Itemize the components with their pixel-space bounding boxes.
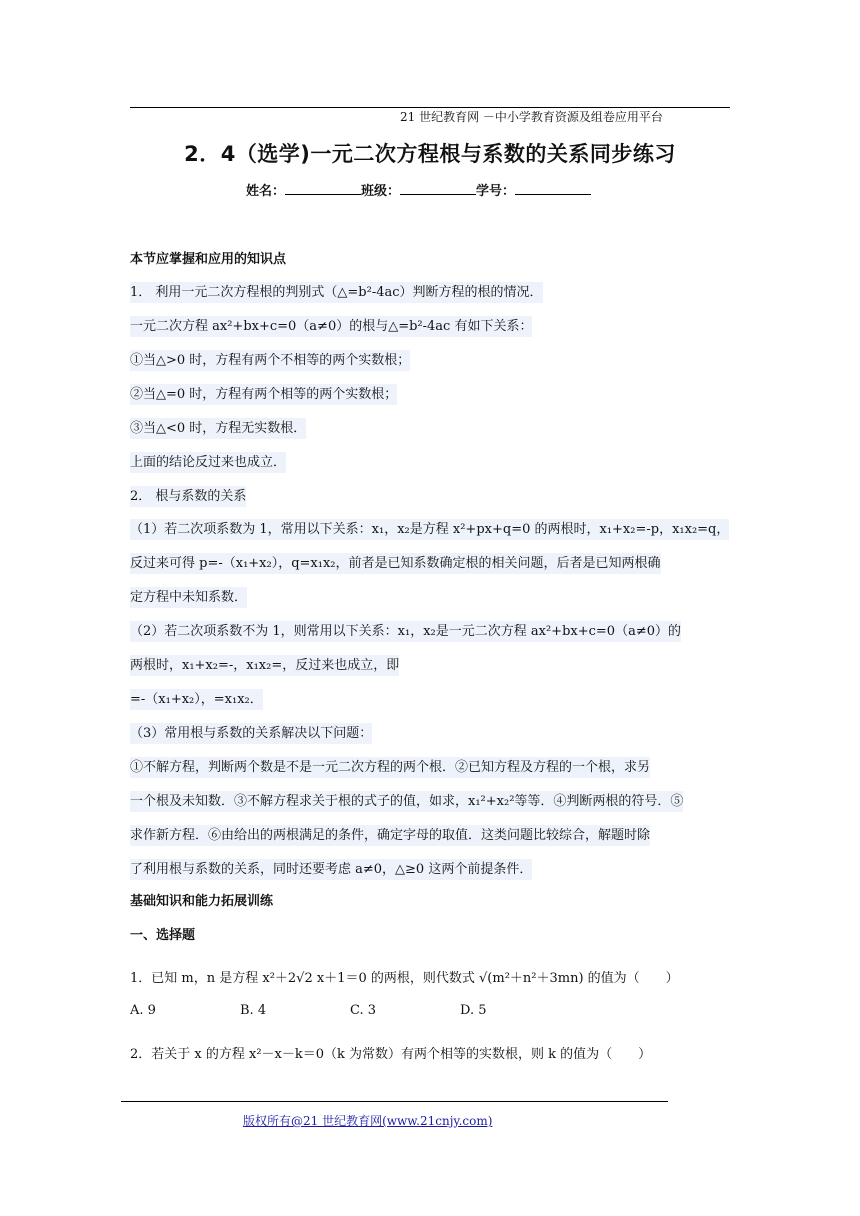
id-blank[interactable]	[515, 182, 591, 195]
knowledge-p2-line7: （3）常用根与系数的关系解决以下问题：	[130, 722, 372, 741]
header-site-text: 21 世纪教育网 －中小学教育资源及组卷应用平台	[400, 110, 663, 124]
name-blank[interactable]	[285, 182, 361, 195]
option-a[interactable]: A. 9	[130, 1003, 156, 1018]
knowledge-p2-line10: 求作新方程．⑥由给出的两根满足的条件，确定字母的取值．这类问题比较综合，解题时除	[130, 824, 650, 843]
knowledge-p2-line3: 定方程中未知系数．	[130, 586, 247, 605]
knowledge-p2-line8: ①不解方程，判断两个数是不是一元二次方程的两个根．②已知方程及方程的一个根，求另	[130, 756, 650, 775]
knowledge-heading: 本节应掌握和应用的知识点	[130, 252, 287, 267]
knowledge-p2-title: 2． 根与系数的关系	[130, 485, 246, 504]
option-d[interactable]: D. 5	[460, 1003, 487, 1018]
option-b[interactable]: B. 4	[240, 1003, 267, 1018]
class-blank[interactable]	[400, 182, 476, 195]
question-1-options	[130, 1003, 570, 1018]
knowledge-p2-line11: 了利用根与系数的关系，同时还要考虑 a≠0，△≥0 这两个前提条件．	[130, 858, 532, 877]
knowledge-p2-line6: =-（x₁+x₂），=x₁x₂．	[130, 688, 263, 707]
knowledge-p2-line2: 反过来可得 p=-（x₁+x₂），q=x₁x₂，前者是已知系数确定根的相关问题，后者是已知两根确	[130, 552, 661, 571]
knowledge-p1-converse: 上面的结论反过来也成立．	[130, 451, 286, 470]
question-2: 2．若关于 x 的方程 x²－x－k＝0（k 为常数）有两个相等的实数根，则 k 的值为（ ）	[130, 1047, 652, 1062]
knowledge-p1-case2: ②当△=0 时，方程有两个相等的两个实数根；	[130, 383, 397, 402]
id-label: 学号：	[476, 184, 516, 199]
student-info-row	[246, 180, 591, 199]
section-multiple-choice: 一、选择题	[130, 928, 196, 943]
question-1: 1．已知 m，n 是方程 x²＋2√2 x＋1＝0 的两根，则代数式 √(m²＋n²＋3mn) 的值为（ ）	[130, 971, 679, 986]
knowledge-p2-line5: 两根时，x₁+x₂=-，x₁x₂=，反过来也成立，即	[130, 654, 399, 673]
footer-rule	[121, 1101, 668, 1102]
knowledge-p2-line1: （1）若二次项系数为 1，常用以下关系：x₁，x₂是方程 x²+px+q=0 的两根时，x₁+x₂=-p，x₁x₂=q，	[130, 518, 729, 537]
name-label: 姓名：	[246, 184, 286, 199]
option-c[interactable]: C. 3	[350, 1003, 377, 1018]
knowledge-p1-title: 1． 利用一元二次方程根的判别式（△=b²-4ac）判断方程的根的情况．	[130, 281, 543, 300]
footer-copyright-link[interactable]: 版权所有@21 世纪教育网(www.21cnjy.com)	[243, 1114, 493, 1128]
knowledge-p1-intro: 一元二次方程 ax²+bx+c=0（a≠0）的根与△=b²-4ac 有如下关系：	[130, 315, 532, 334]
class-label: 班级：	[361, 184, 401, 199]
knowledge-p2-line4: （2）若二次项系数不为 1，则常用以下关系：x₁，x₂是一元二次方程 ax²+bx+c=0（a≠0）的	[130, 620, 681, 639]
page-title: 2．4（选学)一元二次方程根与系数的关系同步练习	[184, 142, 676, 166]
knowledge-p1-case1: ①当△>0 时，方程有两个不相等的两个实数根；	[130, 349, 410, 368]
knowledge-p2-line9: 一个根及未知数．③不解方程求关于根的式子的值，如求，x₁²+x₂²等等．④判断两根的符号．⑤	[130, 790, 683, 809]
training-heading: 基础知识和能力拓展训练	[130, 894, 274, 909]
knowledge-p1-case3: ③当△<0 时，方程无实数根．	[130, 417, 306, 436]
